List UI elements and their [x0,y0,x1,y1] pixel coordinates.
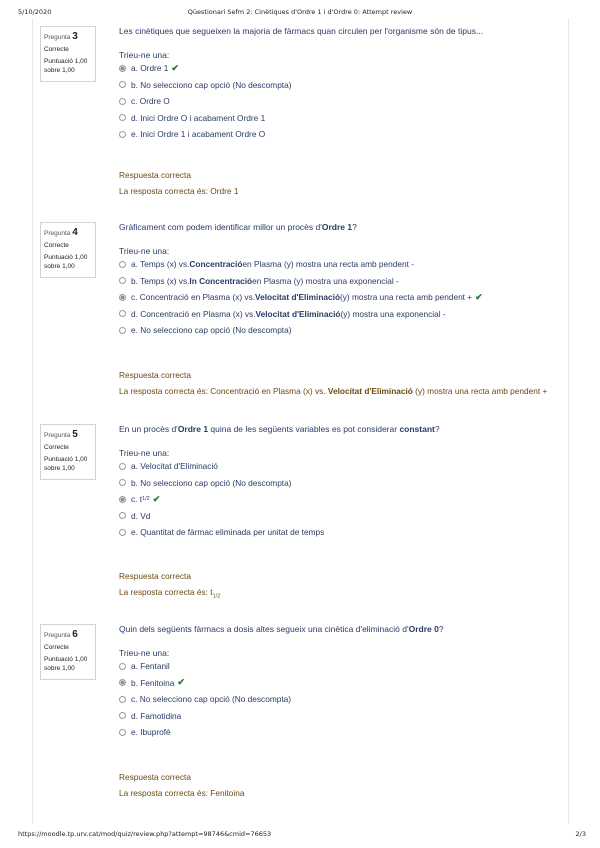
question-text: Quin dels següents fàrmacs a dosis altes segueix una cinètica d'eliminació d'Ordre 0? [119,624,444,634]
answer-prompt: Trieu-ne una: [119,246,170,257]
radio-icon[interactable] [119,712,126,719]
right-answer: La resposta correcta és: Fenitoina [119,788,245,798]
answer-option[interactable]: c. Concentració en Plasma (x) vs. Velocitat d'Eliminació (y) mostra una recta amb pendent + ✔ [119,289,559,306]
answer-option[interactable]: d. Inici Ordre O i acabament Ordre 1 [119,110,559,127]
question-text: Gràficament com podem identificar millor un procès d'Ordre 1? [119,222,357,232]
question-state: Correcte [44,45,69,53]
question-number: Pregunta 4 [44,227,78,238]
radio-icon[interactable] [119,294,126,301]
feedback-text: Respuesta correcta [119,370,191,380]
answer-prompt: Trieu-ne una: [119,448,170,459]
print-url: https://moodle.tp.urv.cat/mod/quiz/review.php?attempt=98746&cmid=76653 [18,830,272,838]
check-icon: ✔ [475,291,483,302]
question-info [40,26,96,82]
answer-option[interactable]: e. Quantitat de fàrmac eliminada per unitat de temps [119,524,559,541]
question-grade: Puntuació 1,00 sobre 1,00 [44,58,88,75]
answer-option[interactable]: c. No selecciono cap opció (No descompta) [119,691,559,708]
radio-icon[interactable] [119,114,126,121]
question-grade: Puntuació 1,00 sobre 1,00 [44,254,88,271]
answer-option[interactable]: a. Ordre 1 ✔ [119,60,559,77]
question-grade: Puntuació 1,00 sobre 1,00 [44,456,88,473]
answer-option[interactable]: b. Temps (x) vs. In Concentració en Plasma (y) mostra una exponencial - [119,273,559,290]
radio-icon[interactable] [119,98,126,105]
answer-option[interactable]: e. Ibuprofè [119,724,559,741]
question-state: Correcte [44,241,69,249]
answer-option[interactable]: a. Fentanil [119,658,559,675]
radio-icon[interactable] [119,663,126,670]
answer-option[interactable]: e. No selecciono cap opció (No descompta) [119,322,559,339]
question-content [119,624,559,798]
answer-option[interactable]: a. Temps (x) vs. Concentració en Plasma (y) mostra una recta amb pendent - [119,256,559,273]
answer-option[interactable]: d. Vd [119,508,559,525]
question-number: Pregunta 3 [44,31,78,42]
radio-icon[interactable] [119,479,126,486]
check-icon: ✔ [177,677,185,688]
check-icon: ✔ [152,493,161,504]
question-text: Les cinètiques que segueixen la majoria de fàrmacs quan circulen per l'organisme són de tipus... [119,26,484,36]
radio-icon[interactable] [119,696,126,703]
answer-option[interactable]: c. t 1/2 ✔ [119,491,559,508]
print-title: Qüestionari Sefm 2: Cinètiques d'Ordre 1 i d'Ordre 0: Attempt review [187,8,413,16]
right-answer: La resposta correcta és: $t_{1/2}$ [119,587,221,600]
question-content [119,424,559,600]
radio-icon[interactable] [119,310,126,317]
radio-icon[interactable] [119,496,126,503]
radio-icon[interactable] [119,65,126,72]
radio-icon[interactable] [119,131,126,138]
question-state: Correcte [44,443,69,451]
radio-icon[interactable] [119,463,126,470]
radio-icon[interactable] [119,729,126,736]
right-border [568,18,569,824]
answer-option[interactable]: b. No selecciono cap opció (No descompta) [119,77,559,94]
answer-prompt: Trieu-ne una: [119,648,170,659]
feedback-text: Respuesta correcta [119,772,191,782]
question-content [119,222,559,396]
question-info [40,222,96,278]
answer-option[interactable]: d. Famotidina [119,708,559,725]
right-answer: La resposta correcta és: Concentració en Plasma (x) vs. Velocitat d'Eliminació (y) mostra una recta amb pendent + [119,386,548,396]
question-text: En un procès d'Ordre 1 quina de les següents variables es pot considerar constant? [119,424,440,434]
right-answer: La resposta correcta és: Ordre 1 [119,186,239,196]
left-border [32,18,33,824]
answer-option[interactable]: e. Inici Ordre 1 i acabament Ordre O [119,126,559,143]
radio-icon[interactable] [119,277,126,284]
question-content [119,26,559,196]
question-number: Pregunta 6 [44,629,78,640]
radio-icon[interactable] [119,512,126,519]
answer-option[interactable]: a. Velocitat d'Eliminació [119,458,559,475]
page-number: 2/3 [575,830,586,838]
feedback-text: Respuesta correcta [119,170,191,180]
question-info [40,624,96,680]
question-number: Pregunta 5 [44,429,78,440]
answer-option[interactable]: b. No selecciono cap opció (No descompta) [119,475,559,492]
question-grade: Puntuació 1,00 sobre 1,00 [44,656,88,673]
feedback-text: Respuesta correcta [119,571,191,581]
answer-option[interactable]: b. Fenitoina ✔ [119,675,559,692]
question-info [40,424,96,480]
radio-icon[interactable] [119,679,126,686]
radio-icon[interactable] [119,529,126,536]
answer-option[interactable]: d. Concentració en Plasma (x) vs. Velocitat d'Eliminació (y) mostra una exponencial - [119,306,559,323]
radio-icon[interactable] [119,261,126,268]
answer-option[interactable]: c. Ordre O [119,93,559,110]
question-state: Correcte [44,643,69,651]
check-icon: ✔ [171,62,179,73]
radio-icon[interactable] [119,327,126,334]
print-date: 5/10/2020 [18,8,52,16]
radio-icon[interactable] [119,81,126,88]
answer-prompt: Trieu-ne una: [119,50,170,61]
